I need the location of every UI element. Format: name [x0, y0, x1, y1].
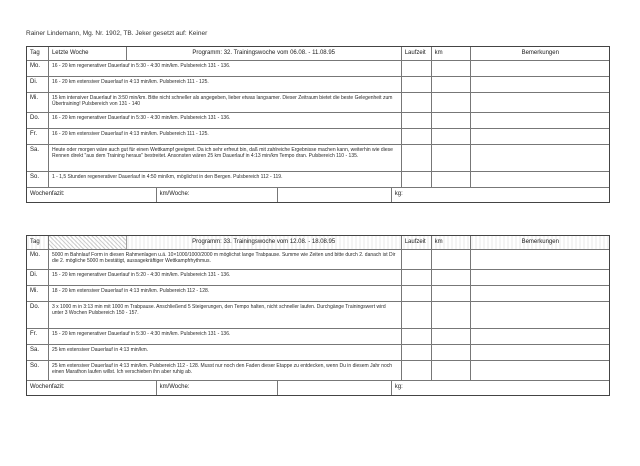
km-cell[interactable] — [432, 172, 472, 187]
laufzeit-cell[interactable] — [402, 361, 432, 380]
col-last-week: Letzte Woche — [49, 47, 127, 60]
km-cell[interactable] — [432, 361, 472, 380]
day-label: Fr. — [27, 129, 49, 144]
laufzeit-cell[interactable] — [402, 145, 432, 171]
table-row — [27, 93, 609, 113]
day-description: 15 - 20 km regenerativer Dauerlauf in 5:20 - 4:30 min/km. Pulsbereich 131 - 136. — [49, 270, 402, 285]
remarks-cell[interactable] — [471, 129, 609, 144]
day-label: So. — [27, 172, 49, 187]
week-program-title: Programm: 32. Trainingswoche vom 06.08. - 11.08.95 — [127, 47, 402, 60]
week-table-32 — [26, 46, 610, 203]
laufzeit-cell[interactable] — [402, 77, 432, 92]
table-row — [27, 77, 609, 93]
remarks-cell[interactable] — [471, 361, 609, 380]
day-description: 1 - 1,5 Stunden regenerativer Dauerlauf in 4:50 min/km, möglichst in den Bergen. Pulsbereich 112 - 119. — [49, 172, 402, 187]
table-row — [27, 113, 609, 129]
summary-label: Wochenfazit: — [27, 381, 157, 395]
day-label: Di. — [27, 77, 49, 92]
day-description: Heute oder morgen wäre auch gut für einen Wettkampf geeignet. Da ich sehr erfreut bin, daß mit zahlreiche Ergebnisse machen kann, weiterhin wie diese Rennen direkt "aus dem Training heraus" bestreitet. Ansonsten wären 25 km Dauerlauf in 4:13 min/km Tempo dran. Pulsbereich 110 - 135. — [49, 145, 402, 171]
col-remarks: Bemerkungen — [521, 50, 559, 56]
laufzeit-cell[interactable] — [402, 302, 432, 328]
week-summary-row — [27, 381, 609, 395]
day-label: Mo. — [27, 250, 49, 269]
laufzeit-cell[interactable] — [402, 345, 432, 360]
laufzeit-cell[interactable] — [402, 113, 432, 128]
km-cell[interactable] — [432, 302, 472, 328]
col-day: Tag — [27, 236, 49, 249]
table-row — [27, 61, 609, 77]
remarks-cell[interactable] — [471, 250, 609, 269]
day-description: 15 - 20 km regenerativer Dauerlauf in 5:30 - 4:30 min/km. Pulsbereich 131 - 136. — [49, 329, 402, 344]
remarks-cell[interactable] — [471, 145, 609, 171]
table-row — [27, 302, 609, 329]
summary-kg[interactable]: kg: — [394, 384, 403, 390]
laufzeit-cell[interactable] — [402, 270, 432, 285]
km-cell[interactable] — [432, 113, 472, 128]
col-day: Tag — [27, 47, 49, 60]
laufzeit-cell[interactable] — [402, 172, 432, 187]
km-cell[interactable] — [432, 77, 472, 92]
km-cell[interactable] — [432, 345, 472, 360]
table-row — [27, 250, 609, 270]
table-row — [27, 286, 609, 302]
laufzeit-cell[interactable] — [402, 61, 432, 76]
km-cell[interactable] — [432, 286, 472, 301]
col-last-week-blank — [49, 236, 127, 249]
day-description: 3 x 1000 m in 3:13 min mit 1000 m Trabpause. Anschließend 5 Steigerungen, den Tempo halten, nicht schneller laufen. Durchgänge Trainingswert wird unter 3 Wochen Pulsbereich 150 - 157. — [49, 302, 402, 328]
day-label: So. — [27, 361, 49, 380]
day-description: 16 - 20 km regenerativer Dauerlauf in 5:30 - 4:30 min/km. Pulsbereich 131 - 136. — [49, 61, 402, 76]
km-cell[interactable] — [432, 270, 472, 285]
table-header-row — [27, 236, 609, 250]
day-label: Do. — [27, 113, 49, 128]
col-remarks: Bemerkungen — [521, 239, 559, 245]
laufzeit-cell[interactable] — [402, 129, 432, 144]
summary-hours[interactable] — [278, 381, 392, 395]
table-row — [27, 129, 609, 145]
laufzeit-cell[interactable] — [402, 93, 432, 112]
week-summary-row — [27, 188, 609, 202]
day-description: 25 km extensiver Dauerlauf in 4:13 min/km. — [49, 345, 402, 360]
table-row — [27, 329, 609, 345]
remarks-cell[interactable] — [471, 113, 609, 128]
table-row — [27, 145, 609, 172]
remarks-cell[interactable] — [471, 329, 609, 344]
day-description: 5000 m Bahnlauf Form in diesen Rahmenlagen u.ä. 10×1000/1000/2000 m möglichst lange Trabpause. Summe wie Zeiten und bitte durch 2. danach ist Dir die 2. mögliche 5000 m bestätigt, aussagekräftiger Wettkampfrhythmus. — [49, 250, 402, 269]
day-label: Mi. — [27, 286, 49, 301]
day-label: Sa. — [27, 345, 49, 360]
summary-kg[interactable]: kg: — [394, 191, 403, 197]
table-row — [27, 361, 609, 381]
col-laufzeit: Laufzeit — [402, 236, 432, 249]
remarks-cell[interactable] — [471, 270, 609, 285]
week-table-33 — [26, 235, 610, 396]
summary-km[interactable]: km/Woche: — [157, 381, 279, 395]
day-description: 16 - 20 km extensiver Dauerlauf in 4:13 min/km. Pulsbereich 111 - 125. — [49, 77, 402, 92]
km-cell[interactable] — [432, 250, 472, 269]
laufzeit-cell[interactable] — [402, 286, 432, 301]
table-header-row — [27, 47, 609, 61]
laufzeit-cell[interactable] — [402, 329, 432, 344]
remarks-cell[interactable] — [471, 77, 609, 92]
day-description: 25 km extensiver Dauerlauf in 4:13 min/km. Pulsbereich 112 - 128. Musst nur noch den Faden dieser Etappe zu entdecken, wenn Du in diesem Jahr noch einen Marathon laufen willst. Ich verschieben ihn aber ruhig ab. — [49, 361, 402, 380]
col-km: km — [432, 236, 472, 249]
col-laufzeit: Laufzeit — [402, 47, 432, 60]
day-description: 15 km intensiver Dauerlauf in 3:50 min/km. Bitte nicht schneller als angegeben, lieber etwas langsamer. Dieser Zeitraum bietet die beste Gelegenheit zum Übertraining! Pulsbereich von 131 - 140 — [49, 93, 402, 112]
remarks-cell[interactable] — [471, 61, 609, 76]
col-km: km — [432, 47, 472, 60]
day-description: 16 - 20 km extensiver Dauerlauf in 4:13 min/km. Pulsbereich 111 - 125. — [49, 129, 402, 144]
day-label: Mo. — [27, 61, 49, 76]
km-cell[interactable] — [432, 93, 472, 112]
day-label: Sa. — [27, 145, 49, 171]
remarks-cell[interactable] — [471, 345, 609, 360]
km-cell[interactable] — [432, 145, 472, 171]
summary-hours[interactable] — [278, 188, 392, 202]
table-row — [27, 172, 609, 188]
remarks-cell[interactable] — [471, 302, 609, 328]
remarks-cell[interactable] — [471, 172, 609, 187]
table-row — [27, 345, 609, 361]
day-description: 18 - 20 km extensiver Dauerlauf in 4:13 min/km. Pulsbereich 112 - 128. — [49, 286, 402, 301]
document-header: Rainer Lindemann, Mg. Nr. 1902, TB. Jeker gesetzt auf: Keiner — [26, 30, 208, 37]
laufzeit-cell[interactable] — [402, 250, 432, 269]
table-row — [27, 270, 609, 286]
km-cell[interactable] — [432, 61, 472, 76]
day-label: Di. — [27, 270, 49, 285]
day-label: Mi. — [27, 93, 49, 112]
summary-label: Wochenfazit: — [27, 188, 157, 202]
day-description: 16 - 20 km regenerativer Dauerlauf in 5:30 - 4:30 min/km. Pulsbereich 131 - 136. — [49, 113, 402, 128]
remarks-cell[interactable] — [471, 93, 609, 112]
km-cell[interactable] — [432, 129, 472, 144]
day-label: Do. — [27, 302, 49, 328]
summary-km[interactable]: km/Woche: — [157, 188, 279, 202]
week-program-title: Programm: 33. Trainingswoche vom 12.08. - 18.08.95 — [127, 236, 402, 249]
km-cell[interactable] — [432, 329, 472, 344]
remarks-cell[interactable] — [471, 286, 609, 301]
day-label: Fr. — [27, 329, 49, 344]
